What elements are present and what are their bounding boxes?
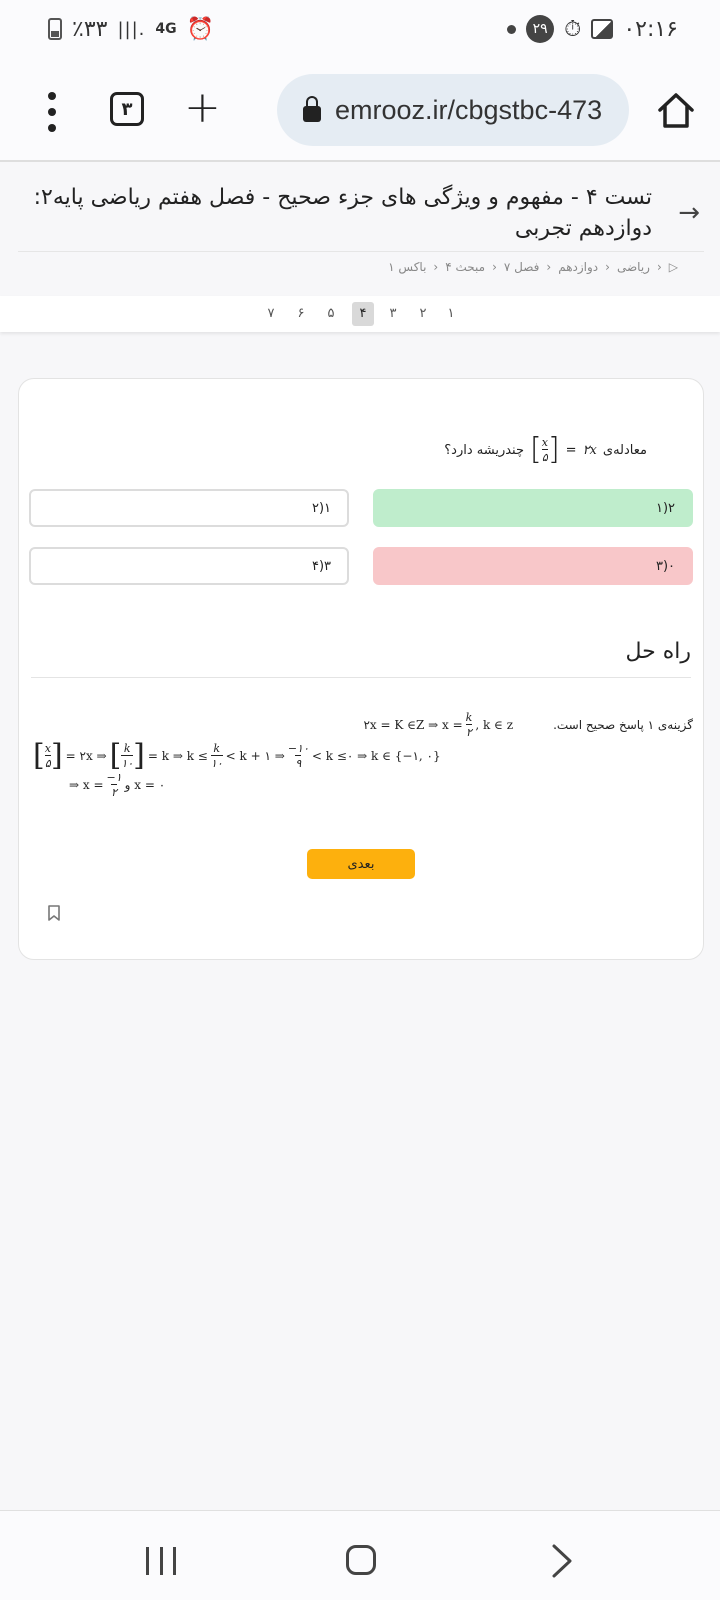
- page-title: تست ۴ - مفهوم و ویژگی های جزء صحیح - فصل هفتم ریاضی پایه۲: دوازدهم تجربی: [33, 185, 652, 241]
- gallery-icon: [591, 19, 613, 39]
- question-prefix: معادله‌ی: [602, 442, 647, 458]
- notification-count-badge: ۲۹: [526, 15, 554, 43]
- home-icon[interactable]: [656, 90, 696, 130]
- breadcrumb-item[interactable]: فصل ۷: [503, 260, 540, 274]
- breadcrumb-sep: ‹: [433, 260, 439, 274]
- clock-time: ۰۲:۱۶: [623, 16, 678, 42]
- battery-level: ٪۳۳: [72, 16, 108, 42]
- battery-icon: [48, 18, 62, 40]
- new-tab-plus-icon[interactable]: +: [184, 82, 221, 133]
- breadcrumb: [388, 260, 678, 274]
- address-bar[interactable]: [277, 74, 629, 146]
- pager-item[interactable]: ۲: [419, 306, 427, 321]
- breadcrumb-sep: ‹: [605, 260, 610, 274]
- browser-toolbar: [0, 58, 720, 162]
- back-arrow-icon[interactable]: →: [678, 198, 700, 228]
- menu-kebab-icon[interactable]: [38, 92, 66, 132]
- equals-sign: =: [565, 442, 577, 458]
- nav-back-icon[interactable]: [548, 1543, 576, 1579]
- tab-switcher-button[interactable]: ۳: [110, 92, 144, 126]
- solution-divider: [31, 677, 691, 678]
- pager-item[interactable]: ۳: [389, 306, 397, 321]
- status-right: [507, 15, 678, 43]
- solution-line-1: [363, 711, 693, 739]
- pager-item[interactable]: ۶: [297, 306, 305, 321]
- page-header: [18, 164, 704, 252]
- breadcrumb-item[interactable]: ریاضی: [616, 260, 650, 274]
- question-pager: [0, 296, 720, 332]
- network-type: 4G: [155, 21, 177, 37]
- option-1[interactable]: ۲(۱: [373, 489, 693, 527]
- breadcrumb-item[interactable]: مبحث ۴: [445, 260, 486, 274]
- pager-item[interactable]: ۵: [327, 306, 335, 321]
- solution-title: راه حل: [625, 639, 691, 664]
- question-card: [18, 378, 704, 960]
- pager-item[interactable]: ۱: [447, 306, 455, 321]
- status-bar: [0, 0, 720, 58]
- bookmark-icon[interactable]: [47, 905, 61, 921]
- nav-home-icon[interactable]: [346, 1545, 376, 1575]
- question-suffix: چندریشه دارد؟: [444, 442, 525, 458]
- breadcrumb-sep: ‹: [546, 260, 552, 274]
- system-nav-bar: [0, 1510, 720, 1600]
- timer-icon: ⏱: [564, 16, 582, 42]
- recents-icon[interactable]: [146, 1547, 176, 1575]
- url-text[interactable]: emrooz.ir/cbgstbc-473: [335, 94, 603, 125]
- lock-icon[interactable]: [303, 106, 321, 122]
- signal-icon: |||.: [117, 18, 146, 40]
- play-icon[interactable]: ▷: [668, 260, 678, 274]
- solution-equation-2: [ $\frac{x}{۵}$ ] = ۲x ⇒ [ $\frac{k}{۱۰}$ ] = k ⇒ k ≤ $\frac{k}{۱۰}$ < k + ۱ ⇒ $\frac{-۱۰}{۹}$ < k ≤۰ ⇒ k ∈ {−۱, ۰}: [33, 738, 441, 773]
- breadcrumb-item[interactable]: دوازدهم: [558, 260, 599, 274]
- option-3[interactable]: ۰(۳: [373, 547, 693, 585]
- next-button[interactable]: بعدی: [307, 849, 415, 879]
- solution-equation-1: ۲x = K ∈Z ⇒ x = $\frac{k}{۲}$ , k ∈ z: [363, 711, 514, 739]
- breadcrumb-sep: ‹: [656, 260, 662, 274]
- floor-bracket: [ $\frac{x}{۵}$ ]: [530, 432, 560, 467]
- solution-equation-3: ⇒ x = $\frac{-۱}{۲}$ و x = ۰: [69, 771, 166, 799]
- option-2[interactable]: ۱(۲: [29, 489, 349, 527]
- option-4[interactable]: ۳(۴: [29, 547, 349, 585]
- solution-intro: گزینه‌ی ۱ پاسخ صحیح است.: [553, 718, 693, 732]
- breadcrumb-sep: ‹: [492, 260, 497, 274]
- pager-item-active[interactable]: ۴: [352, 302, 374, 326]
- breadcrumb-item[interactable]: باکس ۱: [388, 260, 427, 274]
- question-lhs: ۲x: [582, 442, 597, 458]
- alarm-icon: ⏰: [186, 16, 215, 42]
- notification-dot-icon: [507, 25, 516, 34]
- question-fraction: $\frac{x}{۵}$: [541, 436, 548, 464]
- status-left: [48, 17, 214, 42]
- question-text: [444, 432, 647, 467]
- pager-item[interactable]: ۷: [267, 306, 275, 321]
